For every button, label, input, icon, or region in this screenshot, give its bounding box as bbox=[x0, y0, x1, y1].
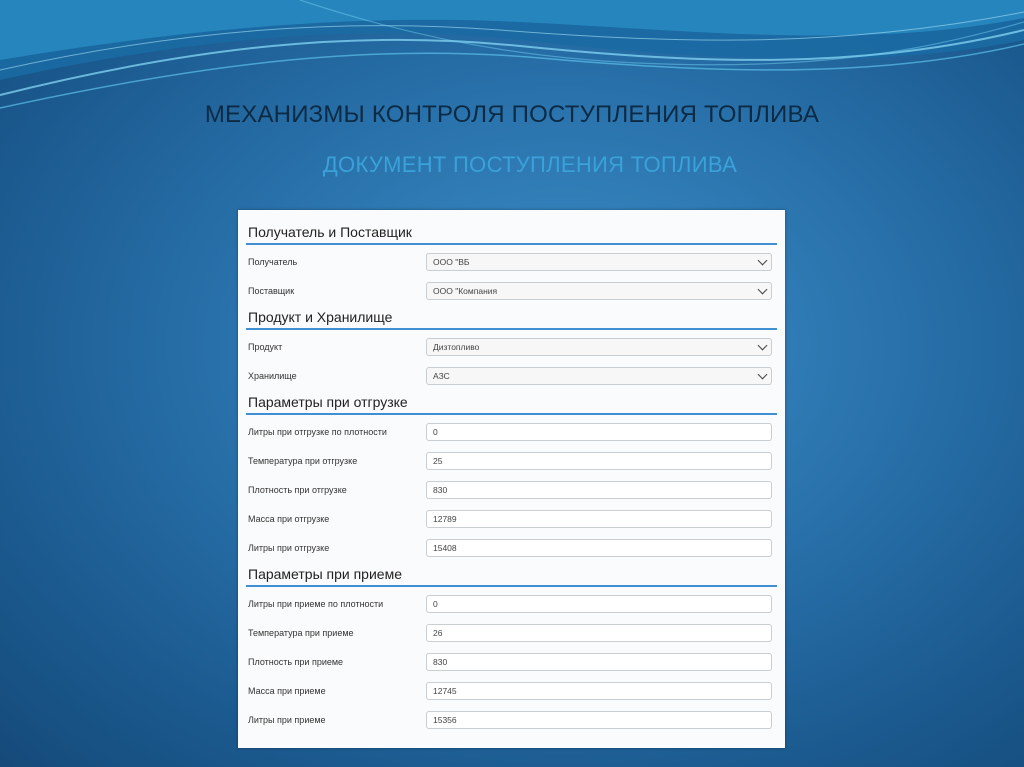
field-label: Литры при отгрузке по плотности bbox=[248, 426, 387, 437]
field-label: Температура при отгрузке bbox=[248, 455, 358, 466]
input-value: 25 bbox=[433, 455, 443, 466]
input-value: 0 bbox=[433, 426, 438, 437]
shipment-liters-input[interactable] bbox=[426, 539, 772, 557]
receipt-temperature-input[interactable] bbox=[426, 624, 772, 642]
select-value: ООО "Компания bbox=[433, 285, 498, 296]
field-label: Плотность при приеме bbox=[248, 656, 344, 667]
chevron-down-icon bbox=[758, 284, 768, 294]
receipt-density-input[interactable] bbox=[426, 653, 772, 671]
form-row-shipment-mass bbox=[246, 504, 777, 533]
shipment-mass-input[interactable] bbox=[426, 510, 772, 528]
form-row-receipt-liters bbox=[246, 705, 777, 734]
shipment-density-input[interactable] bbox=[426, 481, 772, 499]
select-value: ООО "ВБ bbox=[433, 256, 470, 267]
input-value: 15408 bbox=[433, 542, 457, 553]
form-row-receipt-density bbox=[246, 647, 777, 676]
field-label: Температура при приеме bbox=[248, 627, 354, 638]
input-value: 0 bbox=[433, 598, 438, 609]
supplier-select[interactable] bbox=[426, 282, 772, 300]
field-label: Хранилище bbox=[248, 370, 297, 381]
receipt-liters-by-density-input[interactable] bbox=[426, 595, 772, 613]
input-value: 12789 bbox=[433, 513, 457, 524]
form-row-receipt-temperature bbox=[246, 618, 777, 647]
field-label: Масса при отгрузке bbox=[248, 513, 330, 524]
storage-select[interactable] bbox=[426, 367, 772, 385]
shipment-liters-by-density-input[interactable] bbox=[426, 423, 772, 441]
field-label: Плотность при отгрузке bbox=[248, 484, 347, 495]
section-header-receipt-params: Параметры при приеме bbox=[246, 562, 777, 587]
field-label: Литры при приеме bbox=[248, 714, 326, 725]
input-value: 830 bbox=[433, 656, 448, 667]
chevron-down-icon bbox=[758, 340, 768, 350]
form-row-receipt-liters-by-density bbox=[246, 589, 777, 618]
chevron-down-icon bbox=[758, 255, 768, 265]
section-header-shipment-params: Параметры при отгрузке bbox=[246, 390, 777, 415]
form-row-storage bbox=[246, 361, 777, 390]
input-value: 12745 bbox=[433, 685, 457, 696]
select-value: АЗС bbox=[433, 370, 450, 381]
field-label: Продукт bbox=[248, 341, 283, 352]
slide-title: МЕХАНИЗМЫ КОНТРОЛЯ ПОСТУПЛЕНИЯ ТОПЛИВА bbox=[204, 101, 820, 128]
form-row-shipment-density bbox=[246, 475, 777, 504]
receipt-liters-input[interactable] bbox=[426, 711, 772, 729]
form-row-product bbox=[246, 332, 777, 361]
form-row-receipt-mass bbox=[246, 676, 777, 705]
receipt-mass-input[interactable] bbox=[426, 682, 772, 700]
field-label: Поставщик bbox=[248, 285, 295, 296]
chevron-down-icon bbox=[758, 369, 768, 379]
form-row-supplier bbox=[246, 276, 777, 305]
form-row-recipient bbox=[246, 247, 777, 276]
form-row-shipment-liters bbox=[246, 533, 777, 562]
input-value: 26 bbox=[433, 627, 443, 638]
input-value: 830 bbox=[433, 484, 448, 495]
select-value: Дизтопливо bbox=[433, 341, 480, 352]
form-row-shipment-temperature bbox=[246, 446, 777, 475]
fuel-receipt-form bbox=[238, 210, 785, 748]
field-label: Получатель bbox=[248, 256, 298, 267]
field-label: Литры при приеме по плотности bbox=[248, 598, 384, 609]
input-value: 15356 bbox=[433, 714, 457, 725]
section-header-product-storage: Продукт и Хранилище bbox=[246, 305, 777, 330]
product-select[interactable] bbox=[426, 338, 772, 356]
field-label: Масса при приеме bbox=[248, 685, 326, 696]
form-row-shipment-liters-by-density bbox=[246, 417, 777, 446]
shipment-temperature-input[interactable] bbox=[426, 452, 772, 470]
slide-subtitle: ДОКУМЕНТ ПОСТУПЛЕНИЯ ТОПЛИВА bbox=[322, 152, 738, 177]
field-label: Литры при отгрузке bbox=[248, 542, 330, 553]
recipient-select[interactable] bbox=[426, 253, 772, 271]
section-header-recipient-supplier: Получатель и Поставщик bbox=[246, 220, 777, 245]
